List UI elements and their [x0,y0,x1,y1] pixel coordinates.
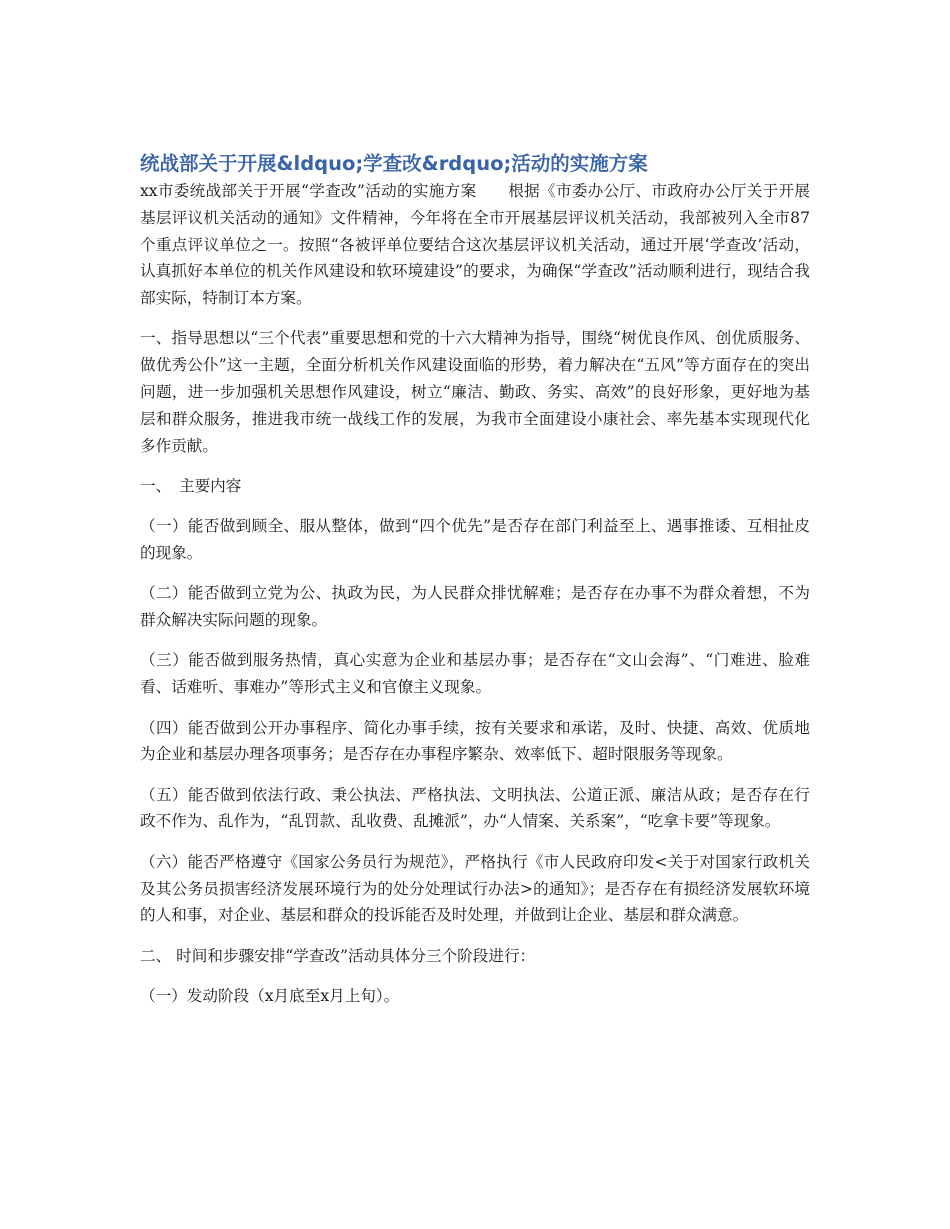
paragraph-item-2: （二）能否做到立党为公、执政为民，为人民群众排忧解难；是否存在办事不为群众着想，不为群众解决实际问题的现象。 [140,584,810,630]
paragraph-guiding-ideology: 一、指导思想以“三个代表”重要思想和党的十六大精神为指导，围绕“树优良作风、创优质服务、做优秀公仆”这一主题，全面分析机关作风建设面临的形势，着力解决在“五风”等方面存在的突出问题，进一步加强机关思想作风建设，树立“廉洁、勤政、务实、高效”的良好形象，更好地为基层和群众服务，推进我市统一战线工作的发展，为我市全面建设小康社会、率先基本实现现代化多作贡献。 [140,329,810,455]
paragraph-item-6: （六）能否严格遵守《国家公务员行为规范》，严格执行《市人民政府印发<关于对国家行政机关及其公务员损害经济发展环境行为的处分处理试行办法>的通知》；是否存在有损经济发展软环境的人和事，对企业、基层和群众的投诉能否及时处理，并做到让企业、基层和群众满意。 [140,852,810,925]
paragraph-item-3: （三）能否做到服务热情，真心实意为企业和基层办事；是否存在“文山会海”、“门难进、脸难看、话难听、事难办”等形式主义和官僚主义现象。 [140,651,810,697]
paragraph-item-1: （一）能否做到顾全、服从整体，做到“四个优先”是否存在部门利益至上、遇事推诿、互相扯皮的现象。 [140,517,810,563]
paragraph-intro: xx市委统战部关于开展“学查改”活动的实施方案 根据《市委办公厅、市政府办公厅关于开展基层评议机关活动的通知》文件精神，今年将在全市开展基层评议机关活动，我部被列入全市87个重点评议单位之一。按照“各被评单位要结合这次基层评议机关活动，通过开展‘学查改’活动，认真抓好本单位的机关作风建设和软环境建设”的要求，为确保“学查改”活动顺利进行，现结合我部实际，特制订本方案。 [140,182,810,308]
paragraph-stage-1: （一）发动阶段（x月底至x月上旬）。 [140,986,400,1005]
section-heading-main-content: 一、 主要内容 [140,476,242,495]
document-title: 统战部关于开展&ldquo;学查改&rdquo;活动的实施方案 [140,152,648,175]
paragraph-item-5: （五）能否做到依法行政、秉公执法、严格执法、文明执法、公道正派、廉洁从政；是否存在行政不作为、乱作为，“乱罚款、乱收费、乱摊派”，办“人情案、关系案”，“吃拿卡要”等现象。 [140,785,810,831]
paragraph-item-4: （四）能否做到公开办事程序、简化办事手续，按有关要求和承诺，及时、快捷、高效、优质地为企业和基层办理各项事务；是否存在办事程序繁杂、效率低下、超时限服务等现象。 [140,718,810,764]
document-page [140,150,810,1010]
section-heading-schedule: 二、 时间和步骤安排“学查改”活动具体分三个阶段进行： [140,946,536,965]
